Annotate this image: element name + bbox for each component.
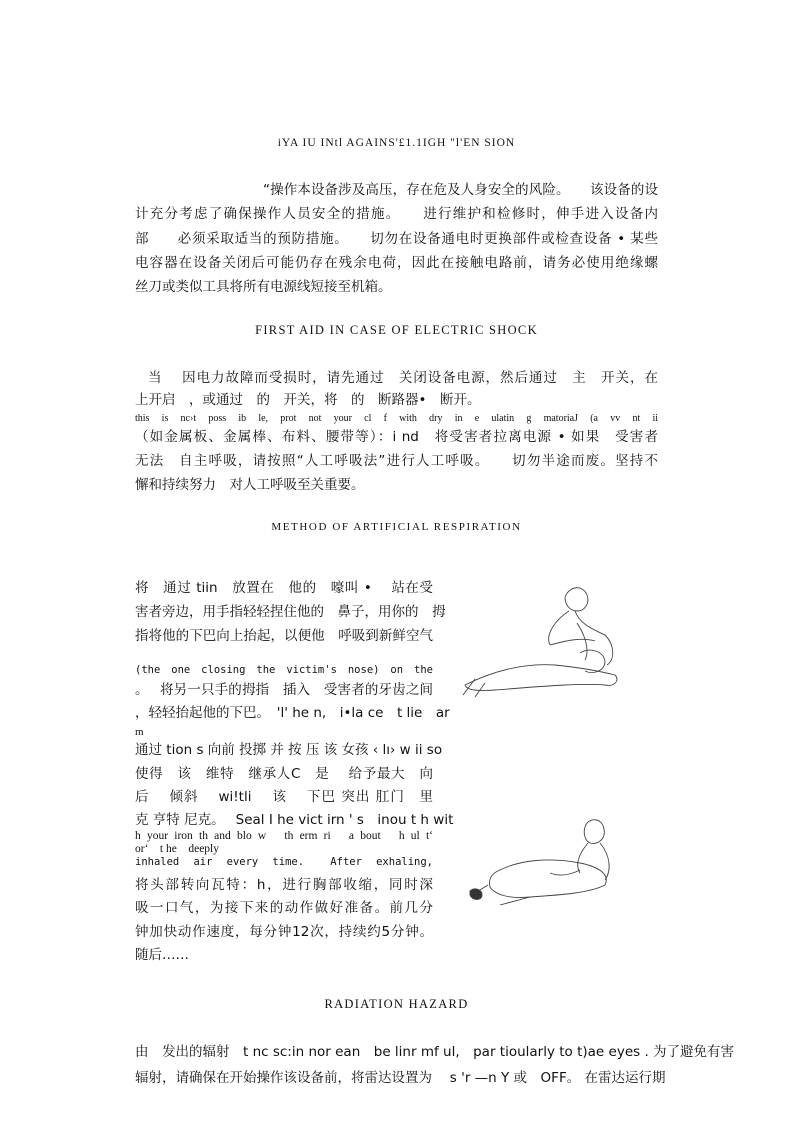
text-line: 随后…… — [135, 947, 189, 963]
text-line: 克 亨特 尼克。 Seal I he vict irn ' s inou t h wit — [135, 812, 454, 828]
text-line: 使得 该 维特 继承人C 是 给予最大 向 — [135, 766, 433, 782]
text-line: ，轻轻抬起他的下巴。 'l' he n, i•la ce t lie ar — [135, 705, 450, 721]
text-line: 吸一口气，为接下来的动作做好准备。前几分 — [135, 900, 433, 916]
text-line: 懈和持续努力 对人工呼吸至关重要。 — [135, 477, 365, 493]
text-line: 将头部转向瓦特：h，进行胸部收缩，同时深 — [135, 877, 433, 893]
text-line: 由 发出的辐射 t nc sc:in nor ean be linr mf ul, par tioularly to t)ae eyes . 为了避免有害 — [135, 1044, 735, 1060]
text-line: 丝刀或类似工具将所有电源线短接至机箱。 — [135, 279, 392, 295]
respiration-illustration-1 — [455, 575, 645, 700]
section-heading-first-aid: FIRST AID IN CASE OF ELECTRIC SHOCK — [255, 323, 538, 337]
text-line: h your iron th and blo w th erm ri a bout h ul t‘ — [135, 830, 433, 842]
text-line: 后 倾斜 wi!tli 该 下巴 突出 肛门 里 — [135, 789, 433, 805]
text-line: 计充分考虑了确保操作人员安全的措施。 进行维护和检修时，伸手进入设备内 — [135, 206, 658, 222]
text-line: 部 必须采取适当的预防措施。 切勿在设备通电时更换部件或检查设备 • 某些 — [135, 231, 658, 247]
text-line: this is nc›t poss ib le, prot not your cl f with dry in e ulatin g matoriaJ (a vv nt ii — [135, 413, 658, 424]
text-line: 指将他的下巴向上抬起，以便他 呼吸到新鲜空气 — [135, 628, 433, 644]
text-line: 上开启 ，或通过 的 开关，将 的 断路器• 断开。 — [135, 392, 481, 408]
text-line: 将 通过 tiin 放置在 他的 嚎叫 • 站在受 — [135, 580, 433, 596]
text-line: 通过 tion s 向前 投掷 并 按 压 该 女孩 ‹ lı› w ii so — [135, 742, 443, 758]
text-line: （如金属板、金属棒、布料、腰带等）：i nd 将受害者拉离电源 • 如果 受害者 — [135, 429, 658, 445]
document-title: iYA IU INtl AGAINS'£1.1IGH "l'EN SION — [277, 137, 516, 149]
text-line: or‘ t he deeply — [135, 843, 219, 855]
text-line: 害者旁边，用手指轻轻捏住他的 鼻子，用你的 拇 — [135, 604, 446, 620]
section-heading-radiation-hazard: RADIATION HAZARD — [324, 997, 469, 1011]
section-heading-artificial-respiration: METHOD OF ARTIFICIAL RESPIRATION — [271, 521, 522, 533]
text-line: 。 将另一只手的拇指 插入 受害者的牙齿之间 — [135, 682, 433, 698]
text-line: m — [135, 726, 144, 738]
text-line: 当 因电力故障而受损时，请先通过 关闭设备电源，然后通过 主 开关，在 — [148, 370, 658, 386]
text-line: inhaled air every time. After exhaling, — [135, 856, 433, 868]
text-line: 无法 自主呼吸，请按照“人工呼吸法”进行人工呼吸。 切勿半途而废。坚持不 — [135, 453, 658, 469]
respiration-illustration-2 — [460, 815, 650, 935]
text-line: 辐射，请确保在开始操作该设备前，将雷达设置为 s 'r —n Y 或 OFF。 在雷达运行期 — [135, 1070, 666, 1086]
text-line: 钟加快动作速度，每分钟12次，持续约5分钟。 — [135, 924, 433, 940]
text-line: (the one closing the victim's nose) on the — [135, 664, 433, 676]
text-line: 电容器在设备关闭后可能仍存在残余电荷，因此在接触电路前，请务必使用绝缘螺 — [135, 255, 658, 271]
text-line: “操作本设备涉及高压，存在危及人身安全的风险。 该设备的设 — [263, 182, 658, 198]
